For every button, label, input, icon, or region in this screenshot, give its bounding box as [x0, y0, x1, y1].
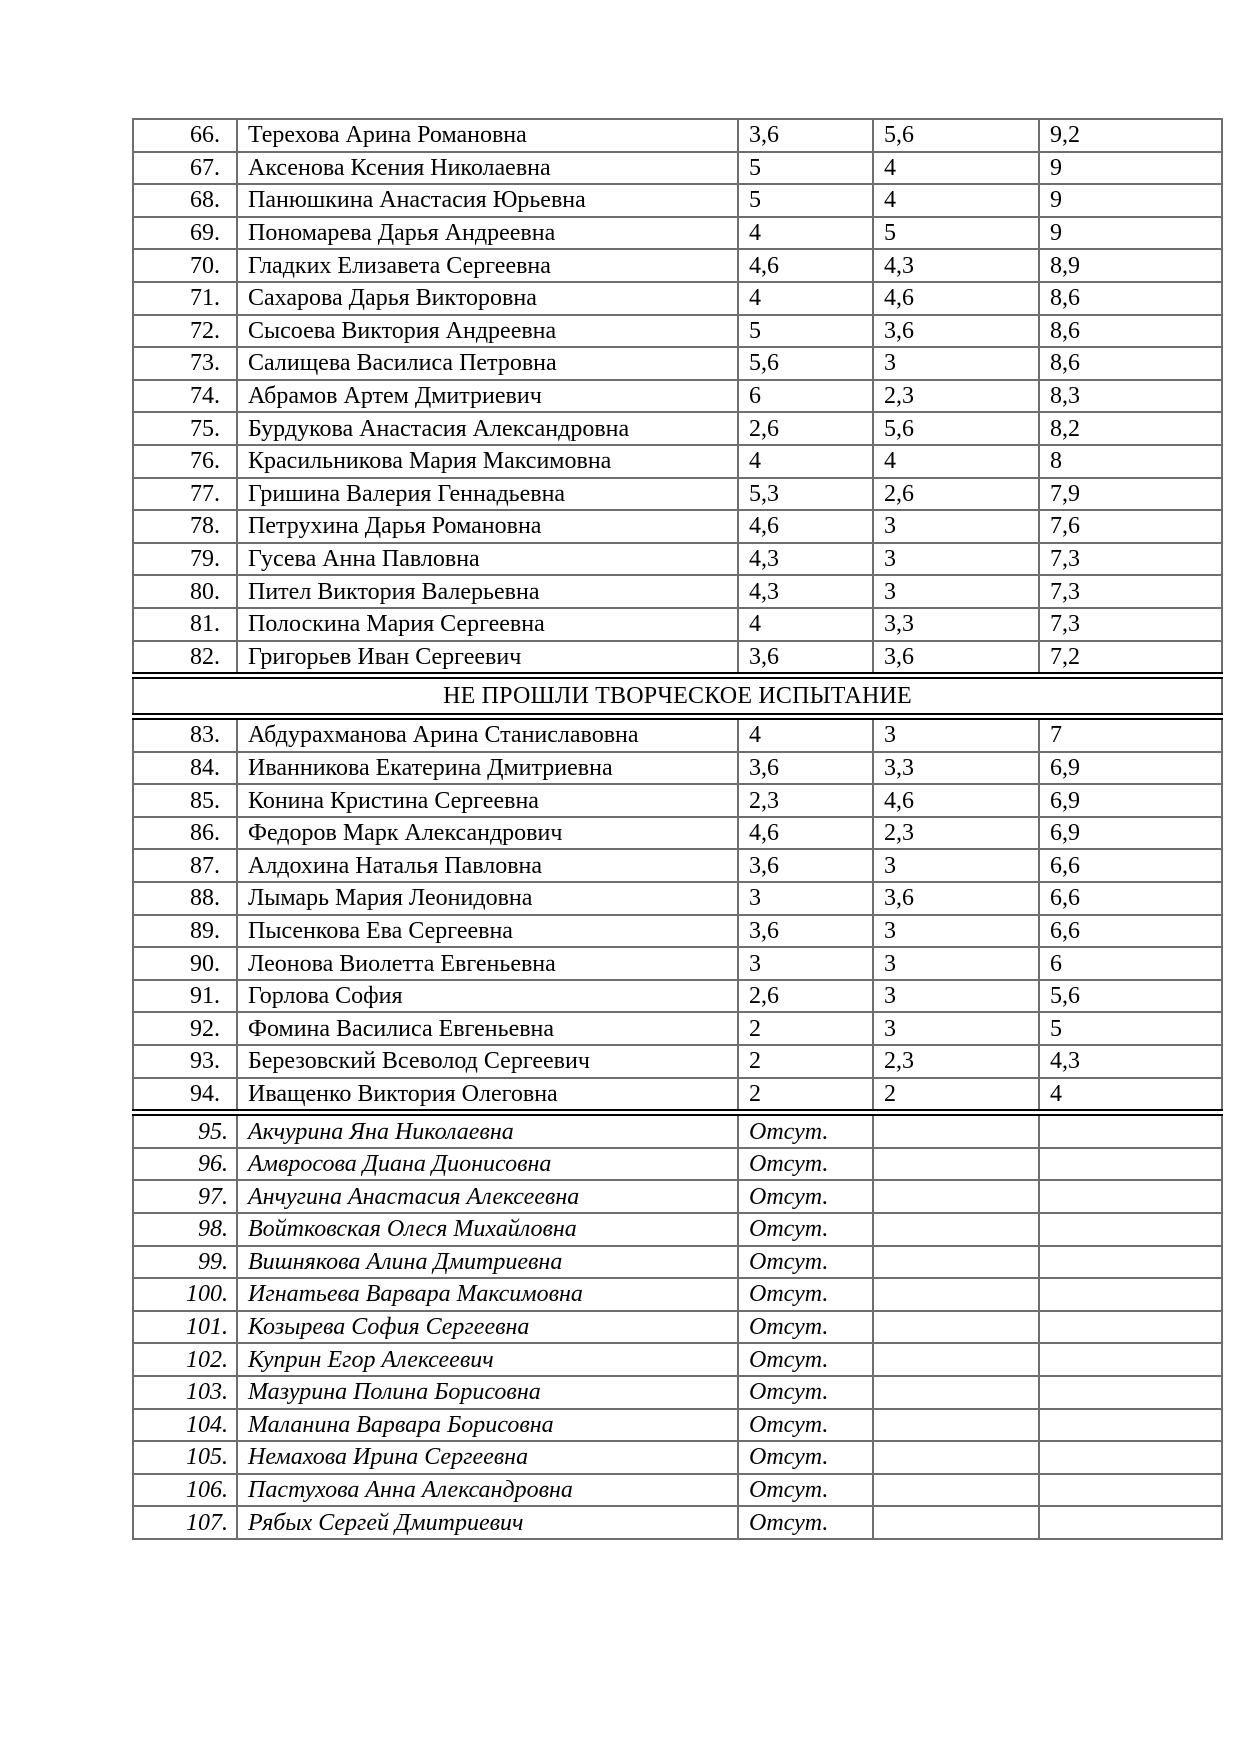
score-1-cell: Отсут. [738, 1278, 873, 1311]
score-1-cell: Отсут. [738, 1213, 873, 1246]
row-number-cell: 80. [133, 575, 237, 608]
score-2-cell [873, 1474, 1039, 1507]
student-name-cell: Фомина Василиса Евгеньевна [237, 1012, 738, 1045]
table-row [133, 1148, 1222, 1181]
student-name-cell: Абрамов Артем Дмитриевич [237, 380, 738, 413]
score-2-cell: 3 [873, 717, 1039, 752]
score-2-cell [873, 1441, 1039, 1474]
score-2-cell: 3 [873, 980, 1039, 1013]
results-table [132, 118, 1223, 1540]
total-score-cell: 8,9 [1039, 249, 1222, 282]
score-1-cell: 4,6 [738, 249, 873, 282]
row-number-cell: 82. [133, 641, 237, 676]
total-score-cell [1039, 1113, 1222, 1148]
table-row [133, 817, 1222, 850]
student-name-cell: Абдурахманова Арина Станиславовна [237, 717, 738, 752]
table-row [133, 184, 1222, 217]
total-score-cell: 9 [1039, 184, 1222, 217]
score-2-cell [873, 1343, 1039, 1376]
table-row [133, 543, 1222, 576]
total-score-cell [1039, 1441, 1222, 1474]
student-name-cell: Амвросова Диана Дионисовна [237, 1148, 738, 1181]
student-name-cell: Иванникова Екатерина Дмитриевна [237, 752, 738, 785]
row-number-cell: 78. [133, 510, 237, 543]
student-name-cell: Лымарь Мария Леонидовна [237, 882, 738, 915]
score-2-cell [873, 1278, 1039, 1311]
table-row [133, 915, 1222, 948]
row-number-cell: 103. [133, 1376, 237, 1409]
score-2-cell [873, 1148, 1039, 1181]
score-1-cell: 5,6 [738, 347, 873, 380]
score-1-cell: 3 [738, 947, 873, 980]
row-number-cell: 98. [133, 1213, 237, 1246]
score-1-cell: 4,6 [738, 817, 873, 850]
row-number-cell: 93. [133, 1045, 237, 1078]
row-number-cell: 74. [133, 380, 237, 413]
score-1-cell: 5 [738, 184, 873, 217]
score-1-cell: Отсут. [738, 1474, 873, 1507]
section-header-row [133, 676, 1222, 717]
score-1-cell: 3,6 [738, 849, 873, 882]
total-score-cell: 8,3 [1039, 380, 1222, 413]
total-score-cell: 8 [1039, 445, 1222, 478]
student-name-cell: Игнатьева Варвара Максимовна [237, 1278, 738, 1311]
table-row [133, 119, 1222, 152]
student-name-cell: Леонова Виолетта Евгеньевна [237, 947, 738, 980]
table-row [133, 1246, 1222, 1279]
total-score-cell: 7,9 [1039, 478, 1222, 511]
score-1-cell: 3 [738, 882, 873, 915]
row-number-cell: 69. [133, 217, 237, 250]
row-number-cell: 99. [133, 1246, 237, 1279]
total-score-cell: 9 [1039, 152, 1222, 185]
score-2-cell: 4,6 [873, 784, 1039, 817]
total-score-cell: 7,3 [1039, 608, 1222, 641]
total-score-cell: 4,3 [1039, 1045, 1222, 1078]
total-score-cell: 8,2 [1039, 412, 1222, 445]
row-number-cell: 76. [133, 445, 237, 478]
row-number-cell: 91. [133, 980, 237, 1013]
table-row [133, 1180, 1222, 1213]
student-name-cell: Гусева Анна Павловна [237, 543, 738, 576]
row-number-cell: 95. [133, 1113, 237, 1148]
table-row [133, 1278, 1222, 1311]
score-1-cell: Отсут. [738, 1246, 873, 1279]
total-score-cell [1039, 1343, 1222, 1376]
table-row [133, 380, 1222, 413]
score-2-cell [873, 1246, 1039, 1279]
table-row [133, 1506, 1222, 1539]
table-row [133, 217, 1222, 250]
table-row [133, 445, 1222, 478]
row-number-cell: 94. [133, 1078, 237, 1113]
score-1-cell: Отсут. [738, 1376, 873, 1409]
total-score-cell: 7,2 [1039, 641, 1222, 676]
total-score-cell [1039, 1278, 1222, 1311]
student-name-cell: Акчурина Яна Николаевна [237, 1113, 738, 1148]
total-score-cell [1039, 1246, 1222, 1279]
row-number-cell: 101. [133, 1311, 237, 1344]
score-1-cell: 3,6 [738, 119, 873, 152]
table-row [133, 608, 1222, 641]
total-score-cell: 7,3 [1039, 543, 1222, 576]
table-row [133, 1311, 1222, 1344]
score-2-cell: 2,3 [873, 1045, 1039, 1078]
student-name-cell: Горлова София [237, 980, 738, 1013]
student-name-cell: Пономарева Дарья Андреевна [237, 217, 738, 250]
score-2-cell [873, 1506, 1039, 1539]
score-1-cell: 2,6 [738, 980, 873, 1013]
table-row [133, 1113, 1222, 1148]
student-name-cell: Войтковская Олеся Михайловна [237, 1213, 738, 1246]
score-1-cell: Отсут. [738, 1180, 873, 1213]
score-2-cell: 3 [873, 510, 1039, 543]
table-row [133, 575, 1222, 608]
total-score-cell [1039, 1213, 1222, 1246]
score-2-cell: 3,3 [873, 608, 1039, 641]
row-number-cell: 66. [133, 119, 237, 152]
total-score-cell [1039, 1409, 1222, 1442]
score-2-cell: 4 [873, 184, 1039, 217]
total-score-cell: 6,6 [1039, 915, 1222, 948]
row-number-cell: 87. [133, 849, 237, 882]
score-2-cell: 2,3 [873, 380, 1039, 413]
score-2-cell: 4 [873, 445, 1039, 478]
student-name-cell: Панюшкина Анастасия Юрьевна [237, 184, 738, 217]
score-1-cell: 3,6 [738, 915, 873, 948]
score-1-cell: 3,6 [738, 752, 873, 785]
score-1-cell: 4 [738, 717, 873, 752]
student-name-cell: Аксенова Ксения Николаевна [237, 152, 738, 185]
table-row [133, 947, 1222, 980]
score-2-cell: 5 [873, 217, 1039, 250]
total-score-cell: 6,6 [1039, 849, 1222, 882]
score-1-cell: Отсут. [738, 1311, 873, 1344]
table-row [133, 1012, 1222, 1045]
score-2-cell: 2,6 [873, 478, 1039, 511]
total-score-cell: 6 [1039, 947, 1222, 980]
table-row [133, 784, 1222, 817]
total-score-cell [1039, 1180, 1222, 1213]
row-number-cell: 97. [133, 1180, 237, 1213]
row-number-cell: 68. [133, 184, 237, 217]
row-number-cell: 81. [133, 608, 237, 641]
table-row [133, 249, 1222, 282]
table-row [133, 1045, 1222, 1078]
student-name-cell: Гладких Елизавета Сергеевна [237, 249, 738, 282]
student-name-cell: Бурдукова Анастасия Александровна [237, 412, 738, 445]
total-score-cell [1039, 1376, 1222, 1409]
row-number-cell: 100. [133, 1278, 237, 1311]
score-1-cell: Отсут. [738, 1113, 873, 1148]
total-score-cell: 6,9 [1039, 784, 1222, 817]
score-1-cell: 4 [738, 282, 873, 315]
row-number-cell: 75. [133, 412, 237, 445]
score-1-cell: Отсут. [738, 1343, 873, 1376]
row-number-cell: 102. [133, 1343, 237, 1376]
student-name-cell: Красильникова Мария Максимовна [237, 445, 738, 478]
student-name-cell: Мазурина Полина Борисовна [237, 1376, 738, 1409]
score-2-cell [873, 1113, 1039, 1148]
score-1-cell: 4 [738, 608, 873, 641]
student-name-cell: Терехова Арина Романовна [237, 119, 738, 152]
score-2-cell: 2,3 [873, 817, 1039, 850]
total-score-cell: 7,6 [1039, 510, 1222, 543]
total-score-cell: 9,2 [1039, 119, 1222, 152]
score-1-cell: 4,3 [738, 543, 873, 576]
row-number-cell: 84. [133, 752, 237, 785]
score-2-cell [873, 1213, 1039, 1246]
row-number-cell: 83. [133, 717, 237, 752]
student-name-cell: Полоскина Мария Сергеевна [237, 608, 738, 641]
score-1-cell: 5 [738, 152, 873, 185]
score-1-cell: 2 [738, 1078, 873, 1113]
total-score-cell: 7,3 [1039, 575, 1222, 608]
student-name-cell: Пысенкова Ева Сергеевна [237, 915, 738, 948]
score-2-cell: 3 [873, 347, 1039, 380]
score-1-cell: 4 [738, 445, 873, 478]
total-score-cell: 6,6 [1039, 882, 1222, 915]
table-row [133, 510, 1222, 543]
table-row [133, 1409, 1222, 1442]
table-row [133, 1376, 1222, 1409]
total-score-cell [1039, 1506, 1222, 1539]
total-score-cell: 5 [1039, 1012, 1222, 1045]
score-1-cell: Отсут. [738, 1409, 873, 1442]
score-1-cell: 6 [738, 380, 873, 413]
row-number-cell: 90. [133, 947, 237, 980]
score-1-cell: 5 [738, 315, 873, 348]
score-1-cell: 4 [738, 217, 873, 250]
student-name-cell: Гришина Валерия Геннадьевна [237, 478, 738, 511]
row-number-cell: 71. [133, 282, 237, 315]
score-1-cell: Отсут. [738, 1441, 873, 1474]
total-score-cell: 4 [1039, 1078, 1222, 1113]
student-name-cell: Куприн Егор Алексеевич [237, 1343, 738, 1376]
score-1-cell: 4,6 [738, 510, 873, 543]
row-number-cell: 107. [133, 1506, 237, 1539]
score-2-cell: 4,6 [873, 282, 1039, 315]
total-score-cell: 7 [1039, 717, 1222, 752]
table-row [133, 478, 1222, 511]
table-row [133, 315, 1222, 348]
total-score-cell: 6,9 [1039, 817, 1222, 850]
student-name-cell: Сысоева Виктория Андреевна [237, 315, 738, 348]
table-row [133, 752, 1222, 785]
student-name-cell: Вишнякова Алина Дмитриевна [237, 1246, 738, 1279]
row-number-cell: 67. [133, 152, 237, 185]
score-2-cell: 3,6 [873, 882, 1039, 915]
row-number-cell: 106. [133, 1474, 237, 1507]
score-2-cell: 3 [873, 947, 1039, 980]
table-row [133, 347, 1222, 380]
row-number-cell: 89. [133, 915, 237, 948]
row-number-cell: 73. [133, 347, 237, 380]
student-name-cell: Анчугина Анастасия Алексеевна [237, 1180, 738, 1213]
score-2-cell: 4 [873, 152, 1039, 185]
row-number-cell: 79. [133, 543, 237, 576]
score-2-cell: 3 [873, 543, 1039, 576]
row-number-cell: 104. [133, 1409, 237, 1442]
student-name-cell: Алдохина Наталья Павловна [237, 849, 738, 882]
table-row [133, 1474, 1222, 1507]
score-1-cell: 2,3 [738, 784, 873, 817]
total-score-cell: 9 [1039, 217, 1222, 250]
score-1-cell: 5,3 [738, 478, 873, 511]
table-row [133, 1213, 1222, 1246]
table-row [133, 882, 1222, 915]
student-name-cell: Салищева Василиса Петровна [237, 347, 738, 380]
table-row [133, 717, 1222, 752]
score-2-cell [873, 1311, 1039, 1344]
score-2-cell [873, 1409, 1039, 1442]
table-row [133, 849, 1222, 882]
student-name-cell: Пастухова Анна Александровна [237, 1474, 738, 1507]
results-table-body [133, 119, 1222, 1539]
student-name-cell: Сахарова Дарья Викторовна [237, 282, 738, 315]
student-name-cell: Петрухина Дарья Романовна [237, 510, 738, 543]
table-row [133, 641, 1222, 676]
table-row [133, 1343, 1222, 1376]
student-name-cell: Григорьев Иван Сергеевич [237, 641, 738, 676]
score-2-cell: 3 [873, 915, 1039, 948]
student-name-cell: Козырева София Сергеевна [237, 1311, 738, 1344]
score-1-cell: 2 [738, 1045, 873, 1078]
row-number-cell: 77. [133, 478, 237, 511]
section-title: НЕ ПРОШЛИ ТВОРЧЕСКОЕ ИСПЫТАНИЕ [133, 676, 1222, 717]
student-name-cell: Пител Виктория Валерьевна [237, 575, 738, 608]
student-name-cell: Маланина Варвара Борисовна [237, 1409, 738, 1442]
row-number-cell: 72. [133, 315, 237, 348]
row-number-cell: 88. [133, 882, 237, 915]
row-number-cell: 70. [133, 249, 237, 282]
total-score-cell [1039, 1311, 1222, 1344]
student-name-cell: Немахова Ирина Сергеевна [237, 1441, 738, 1474]
score-2-cell: 5,6 [873, 412, 1039, 445]
row-number-cell: 86. [133, 817, 237, 850]
score-1-cell: Отсут. [738, 1506, 873, 1539]
table-row [133, 980, 1222, 1013]
row-number-cell: 92. [133, 1012, 237, 1045]
student-name-cell: Федоров Марк Александрович [237, 817, 738, 850]
score-2-cell: 5,6 [873, 119, 1039, 152]
score-1-cell: 3,6 [738, 641, 873, 676]
student-name-cell: Иващенко Виктория Олеговна [237, 1078, 738, 1113]
score-2-cell [873, 1376, 1039, 1409]
score-2-cell: 4,3 [873, 249, 1039, 282]
table-row [133, 282, 1222, 315]
total-score-cell: 6,9 [1039, 752, 1222, 785]
score-1-cell: Отсут. [738, 1148, 873, 1181]
row-number-cell: 105. [133, 1441, 237, 1474]
total-score-cell: 8,6 [1039, 282, 1222, 315]
score-2-cell [873, 1180, 1039, 1213]
total-score-cell: 8,6 [1039, 315, 1222, 348]
student-name-cell: Березовский Всеволод Сергеевич [237, 1045, 738, 1078]
score-2-cell: 3,6 [873, 315, 1039, 348]
total-score-cell: 8,6 [1039, 347, 1222, 380]
score-1-cell: 4,3 [738, 575, 873, 608]
table-row [133, 152, 1222, 185]
score-2-cell: 3 [873, 575, 1039, 608]
student-name-cell: Рябых Сергей Дмитриевич [237, 1506, 738, 1539]
table-row [133, 1078, 1222, 1113]
table-row [133, 412, 1222, 445]
score-1-cell: 2,6 [738, 412, 873, 445]
row-number-cell: 96. [133, 1148, 237, 1181]
score-2-cell: 3,6 [873, 641, 1039, 676]
score-1-cell: 2 [738, 1012, 873, 1045]
score-2-cell: 3,3 [873, 752, 1039, 785]
student-name-cell: Конина Кристина Сергеевна [237, 784, 738, 817]
total-score-cell [1039, 1474, 1222, 1507]
table-row [133, 1441, 1222, 1474]
total-score-cell [1039, 1148, 1222, 1181]
score-2-cell: 3 [873, 1012, 1039, 1045]
row-number-cell: 85. [133, 784, 237, 817]
score-2-cell: 3 [873, 849, 1039, 882]
total-score-cell: 5,6 [1039, 980, 1222, 1013]
score-2-cell: 2 [873, 1078, 1039, 1113]
